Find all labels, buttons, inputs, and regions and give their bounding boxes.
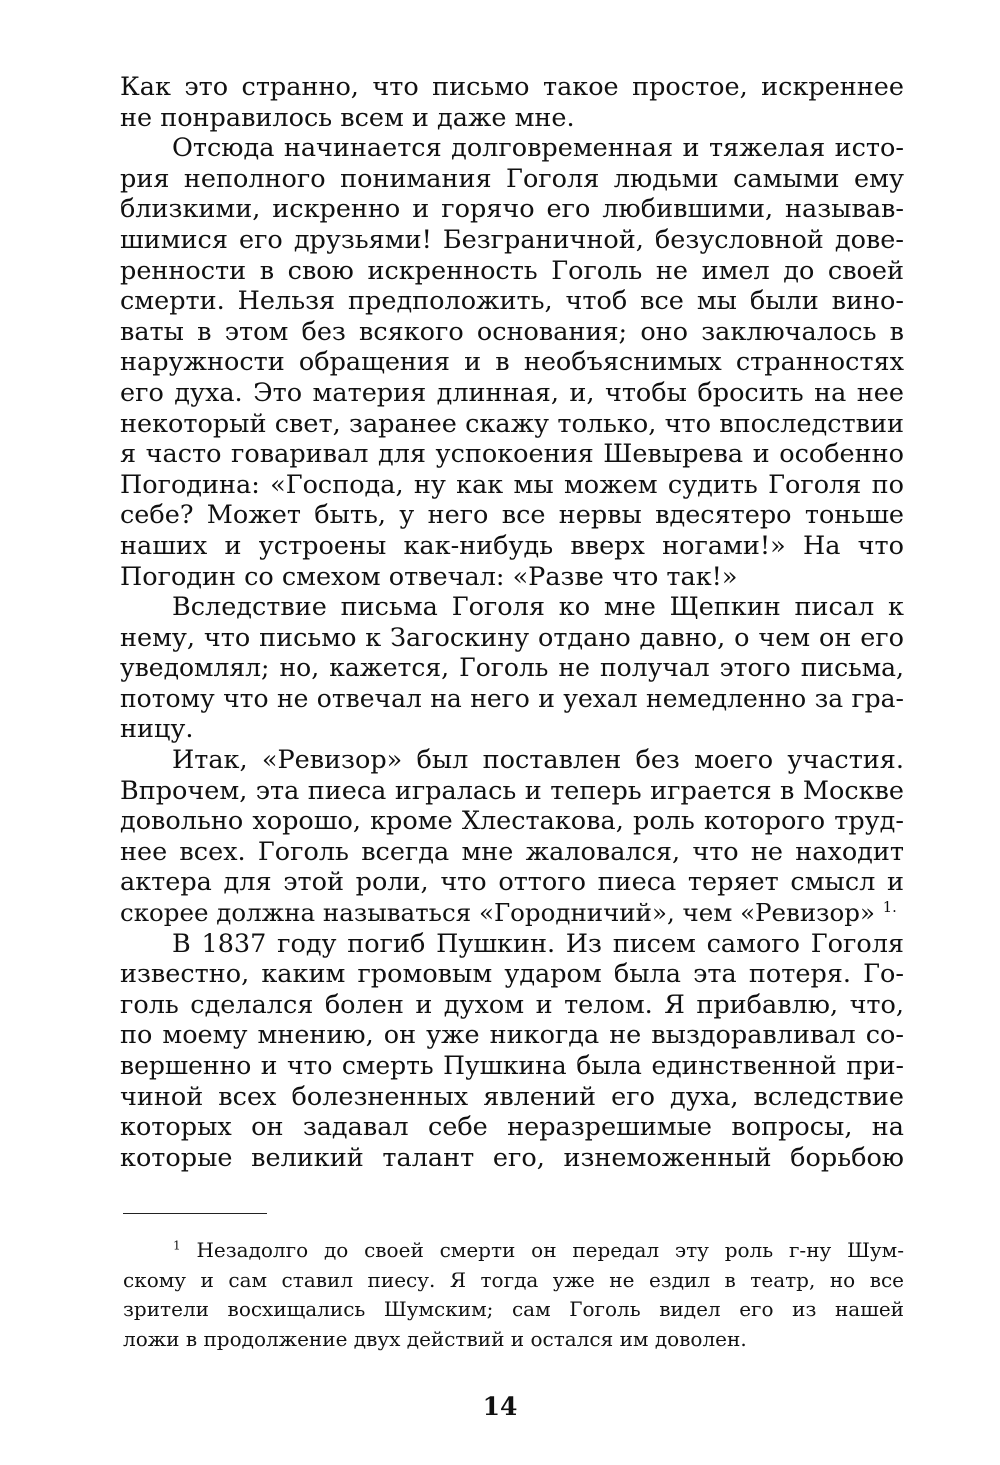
text-line: потому что не отвечал на него и уехал немедленно за гра- bbox=[120, 683, 904, 713]
footnote-line bbox=[123, 1236, 904, 1266]
text-line: довольно хорошо, кроме Хлестакова, роль которого труд- bbox=[120, 806, 904, 837]
text-line: чиной всех болезненных явлений его духа, вследствие bbox=[120, 1081, 904, 1112]
text-line: близкими, искренно и горячо его любившими, называв- bbox=[120, 194, 904, 225]
text-line: смерти. Нельзя предположить, чтоб все мы были вино- bbox=[120, 286, 904, 317]
text-line: Как это странно, что письмо такое простое, искреннее bbox=[120, 72, 904, 102]
text-line: ваты в этом без всякого основания; оно заключалось в bbox=[120, 316, 904, 347]
text-line: нему, что письмо к Загоскину отдано давно, о чем он его bbox=[120, 622, 904, 653]
text-line-with-footnote-ref bbox=[120, 898, 904, 929]
footnote-line: зрители восхищались Шумским; сам Гоголь видел его из нашей bbox=[123, 1297, 904, 1321]
text-line: актера для этой роли, что оттого пиеса теряет смысл и bbox=[120, 867, 904, 898]
page-number: 14 bbox=[482, 1392, 518, 1421]
text-line: Погодина: «Господа, ну как мы можем судить Гоголя по bbox=[120, 469, 904, 500]
footnote-line: скому и сам ставил пиесу. Я тогда уже не ездил в театр, но все bbox=[123, 1267, 904, 1292]
text-line-content: скорее должна называться «Городничий», чем «Ревизор» bbox=[120, 898, 875, 928]
text-line: Погодин со смехом отвечал: «Разве что так!» bbox=[120, 561, 738, 592]
footnote-divider bbox=[123, 1213, 267, 1214]
text-line: наших и устроены как-нибудь вверх ногами!» На что bbox=[120, 530, 904, 561]
footnote bbox=[123, 1236, 904, 1354]
footnote-reference: 1. bbox=[882, 898, 897, 916]
text-line: уведомлял; но, кажется, Гоголь не получал этого письма, bbox=[120, 653, 904, 683]
text-line: Впрочем, эта пиеса игралась и теперь играется в Москве bbox=[120, 775, 904, 806]
text-line: себе? Может быть, у него все нервы вдесятеро тоньше bbox=[120, 500, 904, 531]
text-line: нее всех. Гоголь всегда мне жаловался, что не находит bbox=[120, 836, 904, 867]
text-line: наружности обращения и в необъяснимых странностях bbox=[120, 347, 904, 378]
footnote-line-content: Незадолго до своей смерти он передал эту роль г-ну Шум- bbox=[196, 1238, 904, 1262]
text-line: Итак, «Ревизор» был поставлен без моего участия. bbox=[172, 745, 904, 776]
text-line: В 1837 году погиб Пушкин. Из писем самого Гоголя bbox=[172, 928, 904, 959]
main-text bbox=[120, 72, 904, 1173]
text-line: его духа. Это материя длинная, и, чтобы бросить на нее bbox=[120, 377, 904, 408]
text-line: вершенно и что смерть Пушкина была единственной при- bbox=[120, 1051, 904, 1080]
text-line: некоторый свет, заранее скажу только, что впоследствии bbox=[120, 408, 904, 439]
text-line: Вследствие письма Гоголя ко мне Щепкин писал к bbox=[172, 592, 904, 623]
text-line: которые великий талант его, изнеможенный борьбою bbox=[120, 1142, 904, 1173]
text-line: голь сделался болен и духом и телом. Я прибавлю, что, bbox=[120, 989, 904, 1020]
text-line: по моему мнению, он уже никогда не выздоравливал со- bbox=[120, 1020, 904, 1051]
footnote-marker: 1 bbox=[173, 1238, 181, 1253]
text-line: Отсюда начинается долговременная и тяжелая исто- bbox=[172, 133, 904, 164]
footnote-line: ложи в продолжение двух действий и остался им доволен. bbox=[123, 1326, 747, 1351]
text-line: которых он задавал себе неразрешимые вопросы, на bbox=[120, 1112, 904, 1143]
text-line: известно, каким громовым ударом была эта потеря. Го- bbox=[120, 959, 904, 990]
text-line: шимися его друзьями! Безграничной, безусловной дове- bbox=[120, 224, 904, 255]
text-line: я часто говаривал для успокоения Шевырева и особенно bbox=[120, 439, 904, 470]
text-line: рия неполного понимания Гоголя людьми самыми ему bbox=[120, 163, 904, 194]
text-line: ницу. bbox=[120, 714, 194, 745]
text-line: ренности в свою искренность Гоголь не имел до своей bbox=[120, 255, 904, 286]
text-line: не понравилось всем и даже мне. bbox=[120, 102, 575, 133]
